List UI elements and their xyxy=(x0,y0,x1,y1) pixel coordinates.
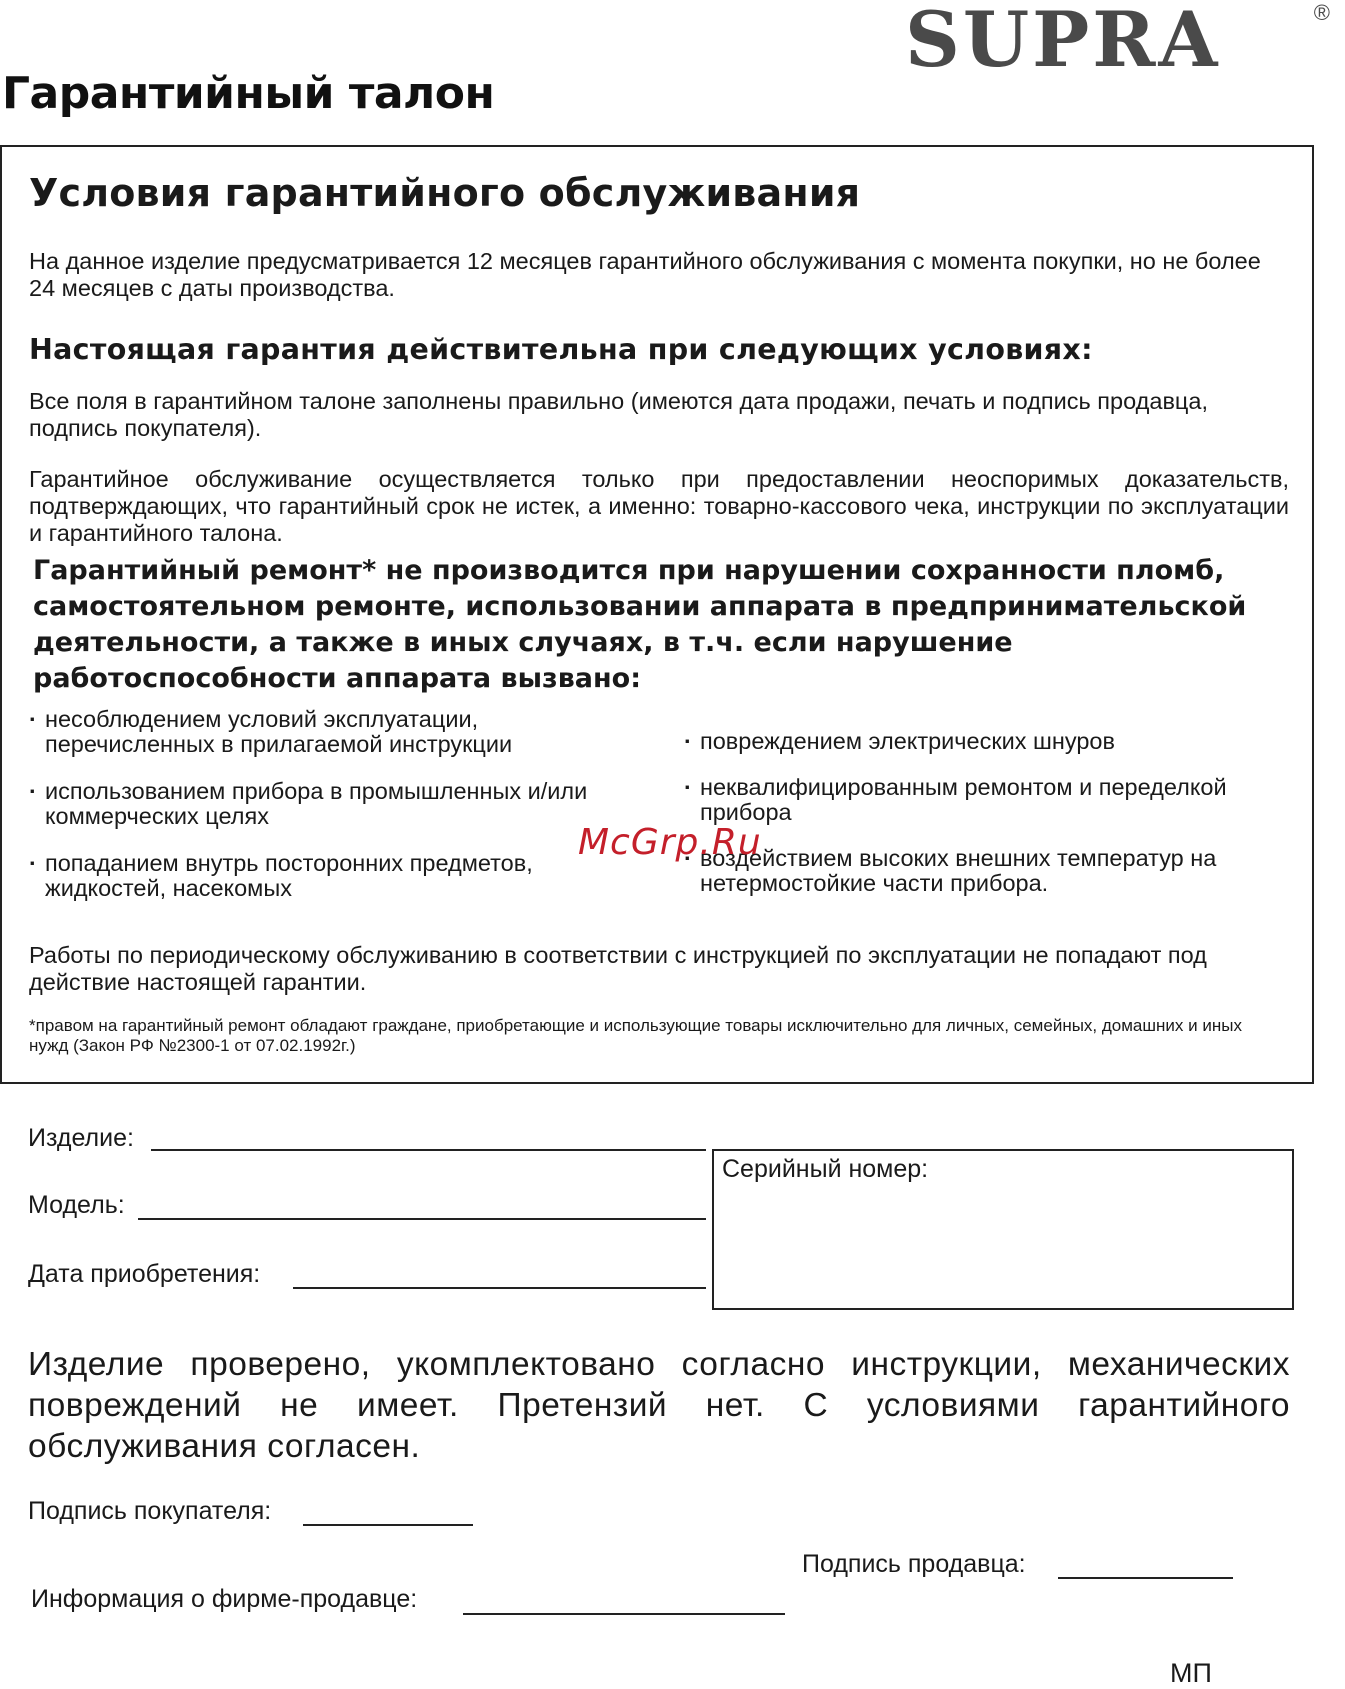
product-label: Изделие: xyxy=(28,1124,134,1152)
buyer-declaration: Изделие проверено, укомплектовано согласно инструкции, механических повреждений не имеет. Претензий нет. С условиями гарантийного обслуживания согласен. xyxy=(28,1346,1290,1465)
purchase-date-field[interactable] xyxy=(293,1287,706,1289)
repair-exclusions-heading: Гарантийный ремонт* не производится при нарушении сохранности пломб, самостоятельном ремонте, использовании аппарата в предпринимательской деятельности, а также в иных случаях, в т.ч. если нарушение работоспособности аппарата вызвано: xyxy=(33,555,1247,694)
page-title: Гарантийный талон xyxy=(2,68,495,119)
watermark: McGrp.Ru xyxy=(578,822,762,863)
list-item: · повреждением электрических шнуров xyxy=(684,729,1304,754)
serial-number-label: Серийный номер: xyxy=(722,1155,929,1183)
serial-number-box[interactable] xyxy=(712,1149,1294,1310)
exclusion-causes-left xyxy=(29,707,634,923)
model-field[interactable] xyxy=(138,1218,706,1220)
list-item: · использованием прибора в промышленных и/или коммерческих целях xyxy=(29,779,634,829)
maintenance-note: Работы по периодическому обслуживанию в соответствии с инструкцией по эксплуатации не попадают под действие настоящей гарантии. xyxy=(29,942,1207,995)
validity-condition-proof: Гарантийное обслуживание осуществляется только при предоставлении неоспоримых доказательств, подтверждающих, что гарантийный срок не истек, а именно: товарно-кассового чека, инструкции по эксплуатации и гарантийного талона. xyxy=(29,466,1289,546)
validity-condition-fields: Все поля в гарантийном талоне заполнены правильно (имеются дата продажи, печать и подпись продавца, подпись покупателя). xyxy=(29,388,1208,441)
list-item: · несоблюдением условий эксплуатации, перечисленных в прилагаемой инструкции xyxy=(29,707,634,757)
list-item: · неквалифицированным ремонтом и переделкой прибора xyxy=(684,775,1304,825)
brand-logo xyxy=(905,0,1330,84)
conditions-heading: Условия гарантийного обслуживания xyxy=(29,171,861,215)
brand-name: SUPRA xyxy=(905,0,1221,84)
buyer-signature-field[interactable] xyxy=(303,1524,473,1526)
seller-signature-field[interactable] xyxy=(1058,1577,1233,1579)
model-label: Модель: xyxy=(28,1191,125,1219)
list-item: · воздействием высоких внешних температур на нетермостойкие части прибора. xyxy=(684,846,1304,896)
registered-mark: ® xyxy=(1313,0,1330,25)
seller-info-field[interactable] xyxy=(463,1613,785,1615)
purchase-date-label: Дата приобретения: xyxy=(28,1260,261,1288)
footnote: *правом на гарантийный ремонт обладают граждане, приобретающие и использующие товары исключительно для личных, семейных, домашних и иных нужд (Закон РФ №2300-1 от 07.02.1992г.) xyxy=(29,1016,1242,1055)
buyer-signature-label: Подпись покупателя: xyxy=(28,1497,272,1525)
exclusion-causes-right xyxy=(684,729,1304,917)
warranty-period-text: На данное изделие предусматривается 12 месяцев гарантийного обслуживания с момента покупки, но не более 24 месяцев с даты производства. xyxy=(29,248,1261,301)
seller-info-label: Информация о фирме-продавце: xyxy=(31,1585,418,1613)
validity-heading: Настоящая гарантия действительна при следующих условиях: xyxy=(29,333,1093,366)
list-item: · попаданием внутрь посторонних предметов, жидкостей, насекомых xyxy=(29,851,634,901)
product-field[interactable] xyxy=(151,1149,706,1151)
warranty-conditions-box xyxy=(0,145,1314,1084)
seller-signature-label: Подпись продавца: xyxy=(802,1550,1026,1578)
stamp-placeholder: МП xyxy=(1170,1658,1212,1688)
